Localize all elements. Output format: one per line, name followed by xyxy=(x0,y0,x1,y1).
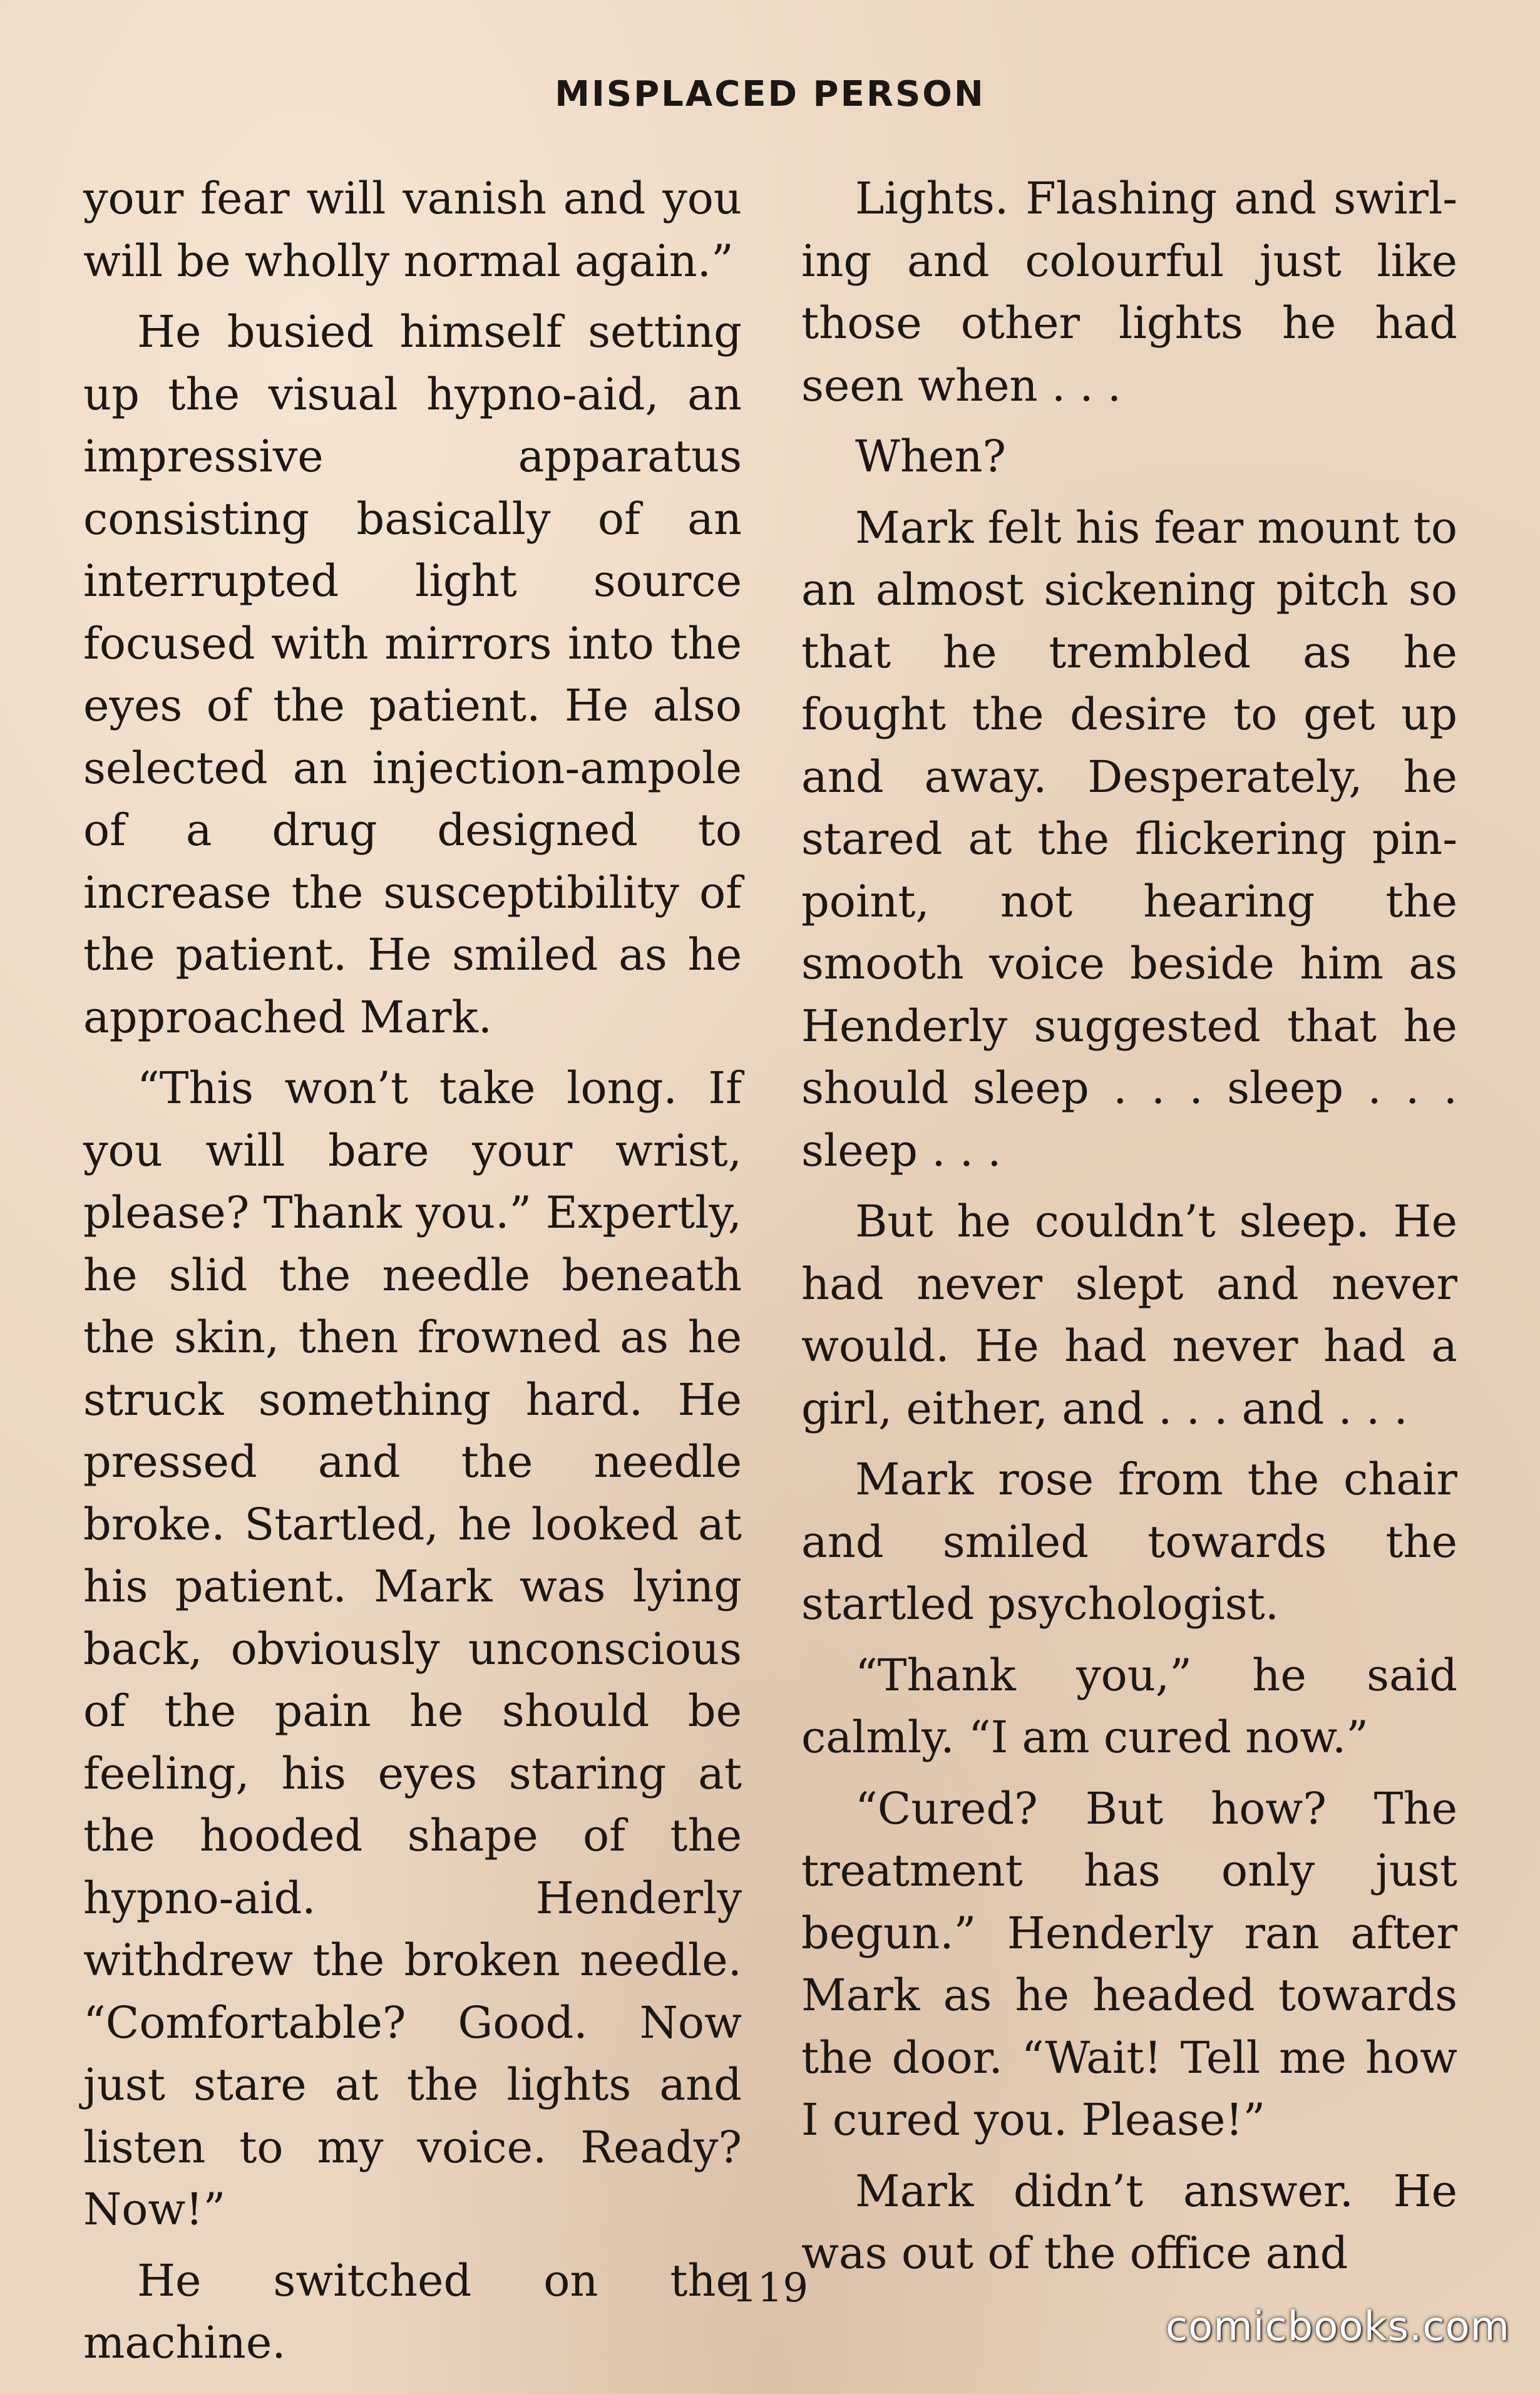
watermark: comicbooks.com xyxy=(1165,2304,1510,2350)
left-column xyxy=(83,168,742,2383)
paragraph: “This won’t take long. If you will bare your wrist, please? Thank you.” Expertly, he slid the needle beneath the skin, then frowned as he struck something hard. He pressed and the needle broke. Startled, he looked at his patient. Mark was lying back, obviously unconscious of the pain he should be feeling, his eyes staring at the hooded shape of the hypno-aid. Henderly withdrew the broken needle. “Comfortable? Good. Now just stare at the lights and listen to my voice. Ready? Now!” xyxy=(83,1062,742,2235)
paragraph: But he couldn’t sleep. He had never slept and never would. He had never had a girl, either, and . . . and . . . xyxy=(801,1196,1457,1434)
paragraph: He switched on the machine. xyxy=(83,2254,742,2368)
right-column xyxy=(801,168,1457,2294)
page-number: 119 xyxy=(731,2265,809,2311)
running-head: MISPLACED PERSON xyxy=(555,74,985,115)
paragraph: He busied himself setting up the visual hypno-aid, an impressive apparatus consisting basically of an interrupted light source focused with mirrors into the eyes of the patient. He also selected an injection-ampole of a drug designed to increase the susceptibility of the patient. He smiled as he approached Mark. xyxy=(83,306,742,1043)
paragraph: When? xyxy=(855,431,1007,482)
paragraph: your fear will vanish and you will be wholly normal again.” xyxy=(83,173,742,287)
paragraph: Mark rose from the chair and smiled towards the startled psychologist. xyxy=(801,1454,1457,1630)
paragraph: “Cured? But how? The treatment has only just begun.” Henderly ran after Mark as he headed towards the door. “Wait! Tell me how I cured you. Please!” xyxy=(801,1782,1457,2145)
paragraph: Lights. Flashing and swirling and colourful just like those other lights he had seen when . . . xyxy=(801,173,1457,411)
paragraph: Mark felt his fear mount to an almost sickening pitch so that he trembled as he fought the desire to get up and away. Desperately, he stared at the flickering pin-point, not hearing the smooth voice beside him as Henderly suggested that he should sleep . . . sleep . . . sleep . . . xyxy=(801,501,1457,1176)
paragraph: “Thank you,” he said calmly. “I am cured now.” xyxy=(801,1649,1457,1763)
paragraph: Mark didn’t answer. He was out of the office and xyxy=(801,2165,1457,2279)
